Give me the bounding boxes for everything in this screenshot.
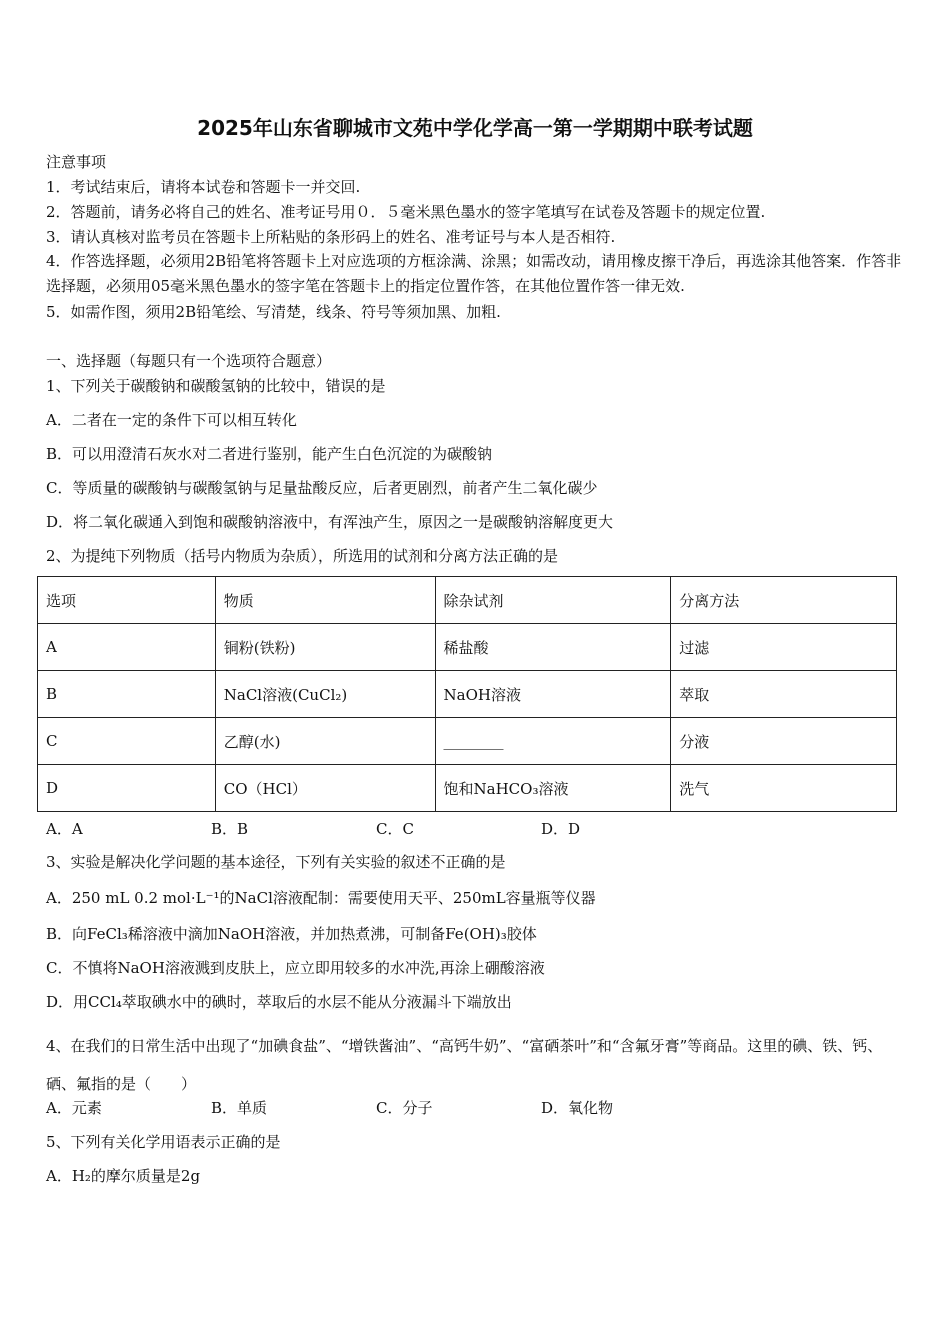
- question-1-stem: 1、下列关于碳酸钠和碳酸氢钠的比较中，错误的是: [46, 377, 386, 395]
- table-cell: D: [38, 765, 216, 812]
- question-2-table: [37, 576, 897, 812]
- table-row: [38, 624, 897, 671]
- notice-item: 3．请认真核对监考员在答题卡上所粘贴的条形码上的姓名、准考证号与本人是否相符.: [46, 228, 616, 246]
- notice-item: 2．答题前，请务必将自己的姓名、准考证号用０．５毫米黑色墨水的签字笔填写在试卷及答题卡的规定位置.: [46, 203, 766, 221]
- question-1-option-c: C．等质量的碳酸钠与碳酸氢钠与足量盐酸反应，后者更剧烈，前者产生二氧化碳少: [46, 479, 598, 497]
- table-cell: B: [38, 671, 216, 718]
- answer-option: D．D: [541, 820, 581, 838]
- question-4-answers: [46, 1098, 613, 1118]
- section-heading: 一、选择题（每题只有一个选项符合题意）: [46, 352, 332, 370]
- question-3-option-a: A．250 mL 0.2 mol·L⁻¹的NaCl溶液配制：需要使用天平、250mL容量瓶等仪器: [46, 889, 596, 907]
- table-cell: 稀盐酸: [435, 624, 671, 671]
- table-cell: 乙醇(水): [215, 718, 435, 765]
- table-cell: 萃取: [671, 671, 897, 718]
- table-cell: NaOH溶液: [435, 671, 671, 718]
- table-cell: 分液: [671, 718, 897, 765]
- table-row: [38, 671, 897, 718]
- question-3-option-b: B．向FeCl₃稀溶液中滴加NaOH溶液，并加热煮沸，可制备Fe(OH)₃胶体: [46, 925, 537, 943]
- notice-item: 1．考试结束后，请将本试卷和答题卡一并交回.: [46, 178, 361, 196]
- table-header: 物质: [215, 577, 435, 624]
- question-1-option-d: D．将二氧化碳通入到饱和碳酸钠溶液中，有浑浊产生，原因之一是碳酸钠溶解度更大: [46, 513, 614, 531]
- answer-option: A．A: [46, 820, 83, 838]
- table-cell: CO（HCl）: [215, 765, 435, 812]
- table-cell: 饱和NaHCO₃溶液: [435, 765, 671, 812]
- notice-heading: 注意事项: [46, 153, 107, 171]
- answer-option: C．分子: [376, 1099, 433, 1117]
- question-2-answers: [46, 819, 580, 839]
- question-4-stem: 4、在我们的日常生活中出现了“加碘食盐”、“增铁酱油”、“高钙牛奶”、“富硒茶叶”和“含氟牙膏”等商品。这里的碘、铁、钙、硒、氟指的是（ ）: [46, 1037, 883, 1093]
- question-3-option-c: C．不慎将NaOH溶液溅到皮肤上，应立即用较多的水冲洗,再涂上硼酸溶液: [46, 959, 545, 977]
- question-1-option-b: B．可以用澄清石灰水对二者进行鉴别，能产生白色沉淀的为碳酸钠: [46, 445, 493, 463]
- notice-item: 4．作答选择题，必须用2B铅笔将答题卡上对应选项的方框涂满、涂黑；如需改动，请用橡皮擦干净后，再选涂其他答案．作答非选择题，必须用05毫米黑色墨水的签字笔在答题卡上的指定位置作答，在其他位置作答一律无效.: [46, 252, 902, 295]
- question-1-option-a: A．二者在一定的条件下可以相互转化: [46, 411, 297, 429]
- question-5-option-a: A．H₂的摩尔质量是2g: [46, 1167, 201, 1185]
- table-cell: NaCl溶液(CuCl₂): [215, 671, 435, 718]
- table-cell: 铜粉(铁粉): [215, 624, 435, 671]
- table-header-row: [38, 577, 897, 624]
- answer-option: B．单质: [211, 1099, 268, 1117]
- table-cell: 过滤: [671, 624, 897, 671]
- notice-item: 5．如需作图，须用2B铅笔绘、写清楚，线条、符号等须加黑、加粗.: [46, 303, 501, 321]
- answer-option: D．氧化物: [541, 1099, 614, 1117]
- answer-option: B．B: [211, 820, 249, 838]
- answer-option: A．元素: [46, 1099, 102, 1117]
- question-3-option-d: D．用CCl₄萃取碘水中的碘时，萃取后的水层不能从分液漏斗下端放出: [46, 993, 512, 1011]
- table-cell: C: [38, 718, 216, 765]
- question-5-stem: 5、下列有关化学用语表示正确的是: [46, 1133, 281, 1151]
- table-row: [38, 718, 897, 765]
- table-cell: A: [38, 624, 216, 671]
- table-header: 除杂试剂: [435, 577, 671, 624]
- question-2-stem: 2、为提纯下列物质（括号内物质为杂质），所选用的试剂和分离方法正确的是: [46, 547, 559, 565]
- table-row: [38, 765, 897, 812]
- table-header: 分离方法: [671, 577, 897, 624]
- answer-option: C．C: [376, 820, 414, 838]
- page-title: 2025年山东省聊城市文苑中学化学高一第一学期期中联考试题: [197, 116, 753, 140]
- table-header: 选项: [38, 577, 216, 624]
- question-3-stem: 3、实验是解决化学问题的基本途径，下列有关实验的叙述不正确的是: [46, 853, 506, 871]
- table-cell: ________: [435, 718, 671, 765]
- table-cell: 洗气: [671, 765, 897, 812]
